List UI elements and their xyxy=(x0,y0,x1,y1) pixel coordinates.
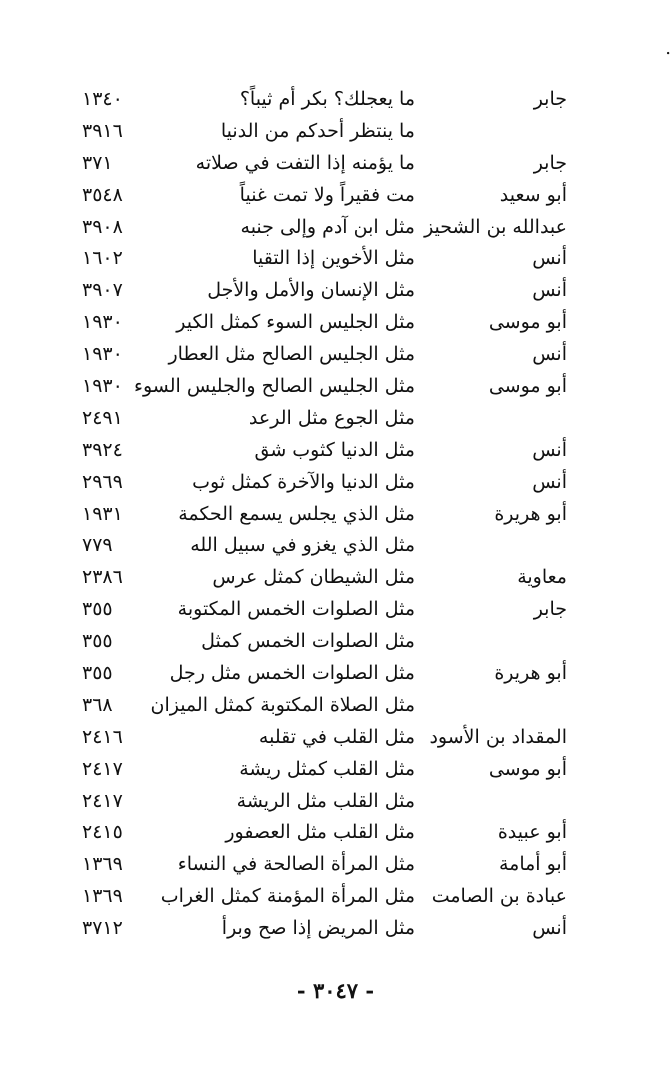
narrator-name: أنس xyxy=(532,438,567,461)
narrator-name: أبو هريرة xyxy=(494,662,567,685)
hadith-incipit: مثل المرأة الصالحة في النساء xyxy=(177,853,415,876)
narrator-name: المقداد بن الأسود xyxy=(429,725,567,748)
hadith-incipit: ما يؤمنه إذا التفت في صلاته xyxy=(195,151,415,174)
hadith-number: ٧٧٩ xyxy=(82,534,113,557)
narrator-name: جابر xyxy=(533,598,567,621)
index-row xyxy=(0,690,671,722)
hadith-incipit: مثل الذي يغزو في سبيل الله xyxy=(190,534,415,557)
hadith-number: ٢٤١٥ xyxy=(82,821,123,844)
hadith-number: ٢٤١٧ xyxy=(82,757,123,780)
narrator-name: عبادة بن الصامت xyxy=(431,885,567,908)
index-row xyxy=(0,116,671,148)
index-row xyxy=(0,403,671,435)
hadith-number: ١٣٤٠ xyxy=(82,88,123,110)
index-row xyxy=(0,148,671,180)
narrator-name: أنس xyxy=(532,343,567,366)
hadith-incipit: مت فقيراً ولا تمت غنياً xyxy=(239,183,415,206)
hadith-incipit: مثل الجوع مثل الرعد xyxy=(248,406,415,429)
narrator-name: أبو عبيدة xyxy=(497,821,567,844)
hadith-incipit: مثل القلب مثل الريشة xyxy=(236,789,415,812)
hadith-number: ٣٥٥ xyxy=(82,630,113,653)
hadith-number: ٣٧١ xyxy=(82,151,113,174)
index-row xyxy=(0,467,671,499)
hadith-incipit: مثل المرأة المؤمنة كمثل الغراب xyxy=(160,885,415,908)
hadith-number: ٢٣٨٦ xyxy=(82,566,123,589)
index-row xyxy=(0,817,671,849)
index-row xyxy=(0,275,671,307)
narrator-name: أنس xyxy=(532,247,567,270)
index-row xyxy=(0,722,671,754)
hadith-number: ١٩٣٠ xyxy=(82,343,123,366)
hadith-number: ٣٥٤٨ xyxy=(82,183,123,206)
hadith-incipit: مثل القلب كمثل ريشة xyxy=(239,757,415,780)
hadith-incipit: مثل الجليس السوء كمثل الكير xyxy=(176,311,415,334)
hadith-number: ٣٩٢٤ xyxy=(82,438,123,461)
hadith-number: ٣٩٠٧ xyxy=(82,279,123,302)
hadith-incipit: مثل الصلوات الخمس كمثل xyxy=(201,630,415,653)
corner-mark: . xyxy=(665,38,671,59)
index-row xyxy=(0,658,671,690)
index-row xyxy=(0,594,671,626)
index-row xyxy=(0,626,671,658)
narrator-name: أنس xyxy=(532,917,567,940)
narrator-name: أبو أمامة xyxy=(498,853,567,876)
hadith-incipit: مثل الدنيا كثوب شق xyxy=(254,438,415,461)
index-row xyxy=(0,180,671,212)
hadith-number: ١٩٣٠ xyxy=(82,311,123,334)
page-number: - ٣٠٤٧ - xyxy=(296,978,375,1003)
hadith-incipit: مثل الذي يجلس يسمع الحكمة xyxy=(178,502,415,525)
index-row xyxy=(0,530,671,562)
index-row xyxy=(0,243,671,275)
hadith-number: ٣٧١٢ xyxy=(82,917,123,940)
hadith-number: ١٩٣٠ xyxy=(82,375,123,398)
hadith-number: ٣٥٥ xyxy=(82,662,113,685)
hadith-number: ١٦٠٢ xyxy=(82,247,123,270)
hadith-number: ١٣٦٩ xyxy=(82,885,123,908)
hadith-incipit: مثل الصلوات الخمس المكتوبة xyxy=(177,598,415,621)
hadith-incipit: ما يعجلك؟ بكر أم ثيباً؟ xyxy=(239,88,415,110)
narrator-name: أنس xyxy=(532,279,567,302)
hadith-incipit: مثل الجليس الصالح مثل العطار xyxy=(168,343,415,366)
hadith-incipit: مثل ابن آدم وإلى جنبه xyxy=(240,215,415,238)
index-row xyxy=(0,849,671,881)
hadith-number: ٣٦٨ xyxy=(82,693,113,716)
narrator-name: جابر xyxy=(533,151,567,174)
index-list xyxy=(0,84,671,945)
narrator-name: أنس xyxy=(532,470,567,493)
narrator-name: أبو سعيد xyxy=(499,183,567,206)
hadith-number: ٣٩٠٨ xyxy=(82,215,123,238)
hadith-incipit: مثل الصلوات الخمس مثل رجل xyxy=(169,662,415,685)
narrator-name: معاوية xyxy=(517,566,567,589)
index-row xyxy=(0,913,671,945)
index-row xyxy=(0,371,671,403)
index-row xyxy=(0,562,671,594)
hadith-incipit: مثل الإنسان والأمل والأجل xyxy=(207,279,415,302)
hadith-number: ٢٤١٧ xyxy=(82,789,123,812)
narrator-name: أبو موسى xyxy=(488,375,567,398)
index-row xyxy=(0,881,671,913)
hadith-incipit: مثل المريض إذا صح وبرأ xyxy=(221,917,415,940)
hadith-incipit: مثل الدنيا والآخرة كمثل ثوب xyxy=(192,470,415,493)
hadith-number: ١٩٣١ xyxy=(82,502,123,525)
hadith-number: ٣٥٥ xyxy=(82,598,113,621)
index-row xyxy=(0,435,671,467)
hadith-incipit: مثل الصلاة المكتوبة كمثل الميزان xyxy=(150,693,415,716)
hadith-number: ٢٤٩١ xyxy=(82,406,123,429)
index-row xyxy=(0,499,671,531)
index-row xyxy=(0,339,671,371)
narrator-name: أبو موسى xyxy=(488,757,567,780)
index-row xyxy=(0,212,671,244)
hadith-number: ٣٩١٦ xyxy=(82,119,123,142)
narrator-name: عبدالله بن الشحيز xyxy=(424,215,567,238)
hadith-incipit: مثل الجليس الصالح والجليس السوء xyxy=(134,375,415,398)
hadith-incipit: مثل القلب في تقلبه xyxy=(258,725,415,748)
hadith-incipit: ما ينتظر أحدكم من الدنيا xyxy=(220,119,415,142)
hadith-incipit: مثل القلب مثل العصفور xyxy=(225,821,415,844)
narrator-name: أبو هريرة xyxy=(494,502,567,525)
hadith-incipit: مثل الأخوين إذا التقيا xyxy=(252,247,415,270)
hadith-number: ٢٩٦٩ xyxy=(82,470,123,493)
index-row xyxy=(0,754,671,786)
narrator-name: أبو موسى xyxy=(488,311,567,334)
index-row xyxy=(0,307,671,339)
hadith-number: ٢٤١٦ xyxy=(82,725,123,748)
index-row xyxy=(0,84,671,116)
index-row xyxy=(0,786,671,818)
hadith-incipit: مثل الشيطان كمثل عرس xyxy=(212,566,415,589)
narrator-name: جابر xyxy=(533,88,567,110)
hadith-number: ١٣٦٩ xyxy=(82,853,123,876)
